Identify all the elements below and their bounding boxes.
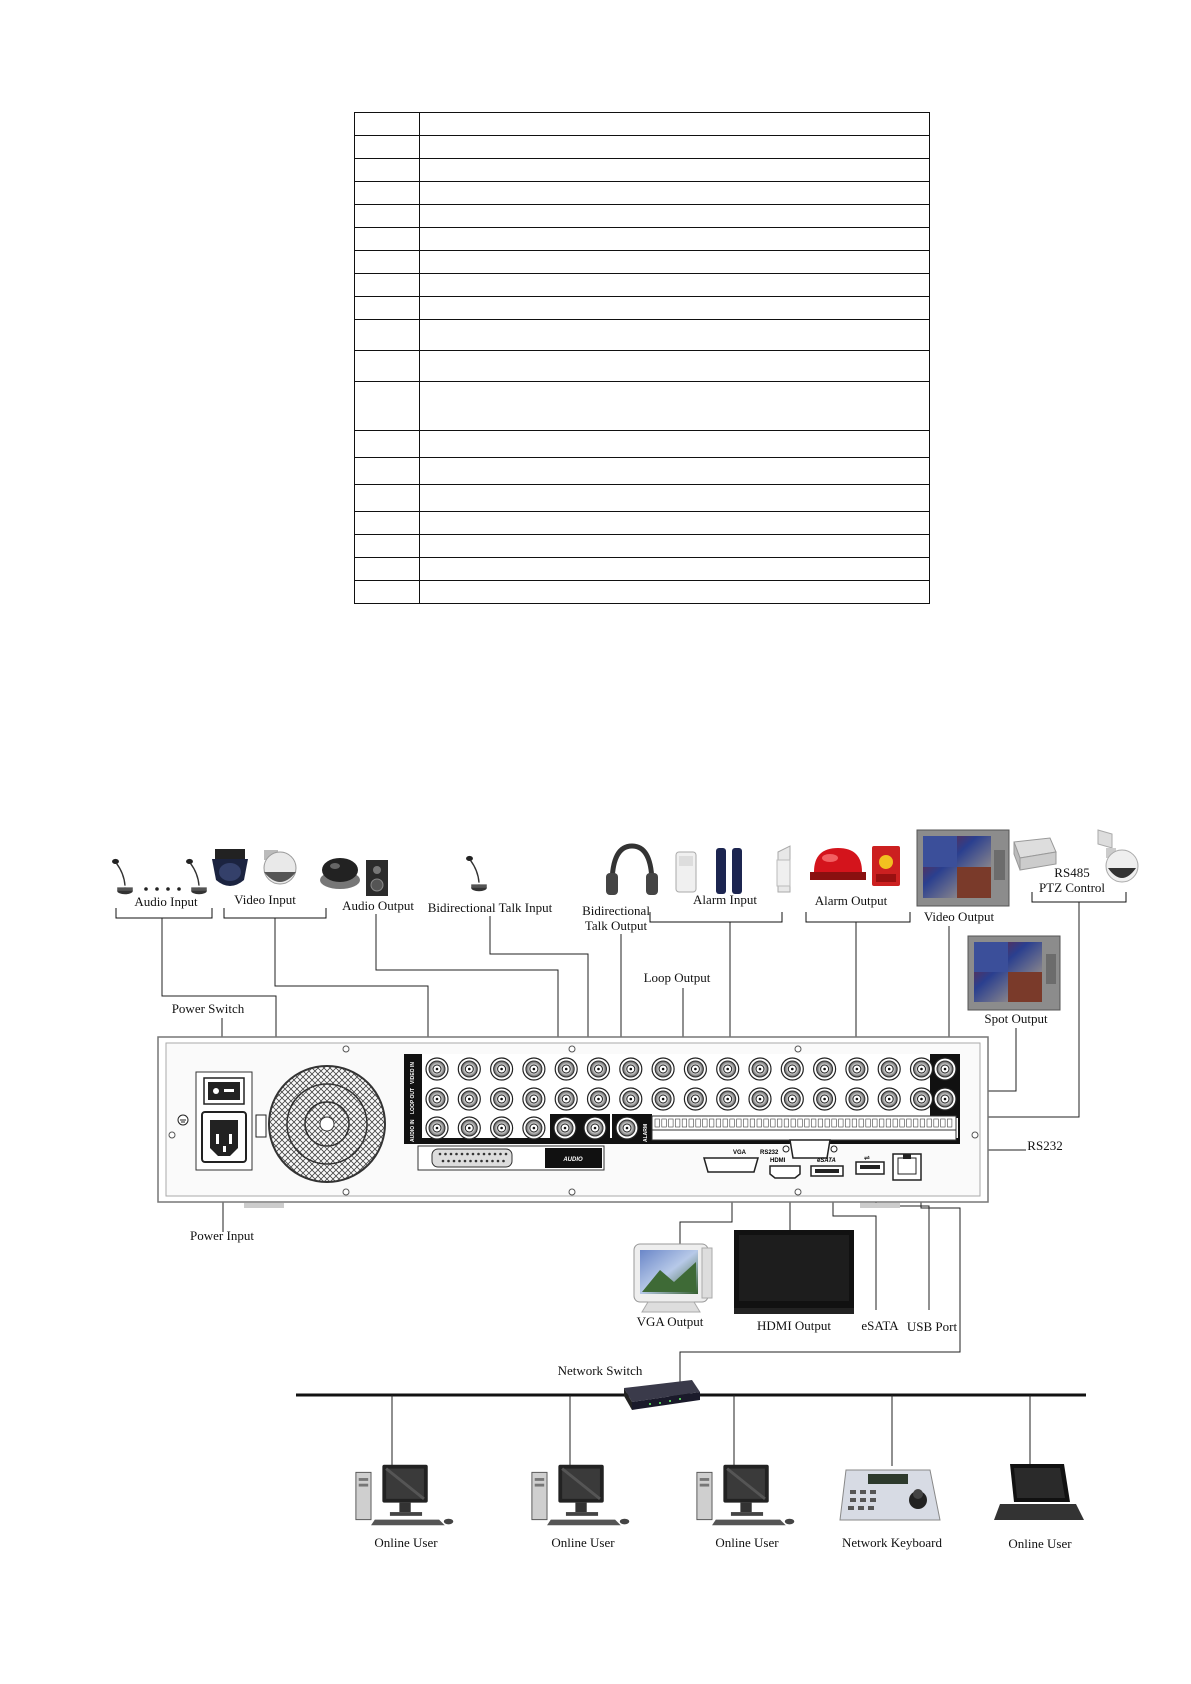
- online-user-3-pc-icon: [697, 1465, 794, 1526]
- online-user-1-pc-icon: [356, 1465, 453, 1526]
- video-in-bnc[interactable]: [588, 1058, 610, 1080]
- alarm-terminal-pin: [689, 1119, 694, 1127]
- bidirectional-talk-output-label-1: Bidirectional: [582, 903, 650, 918]
- video-in-bnc[interactable]: [684, 1058, 706, 1080]
- audio-in-bnc[interactable]: [426, 1117, 448, 1139]
- vga-port[interactable]: [704, 1158, 758, 1172]
- vga-port-tag: VGA: [733, 1150, 747, 1156]
- spot-output-label: Spot Output: [984, 1011, 1048, 1026]
- alarm-terminal-pin: [723, 1119, 728, 1127]
- alarm-tag: ALARM: [643, 1123, 649, 1142]
- alarm-terminal-pin: [941, 1119, 946, 1127]
- db25-pin: [491, 1160, 494, 1163]
- dvr-rear-panel: [158, 1037, 988, 1208]
- online-user-laptop-icon: [994, 1464, 1084, 1520]
- hdmi-tv-icon: [734, 1230, 854, 1314]
- loop-out-bnc[interactable]: [781, 1088, 803, 1110]
- alarm-terminal-pin: [669, 1119, 674, 1127]
- alarm-terminal-pin: [913, 1119, 918, 1127]
- db25-pin: [461, 1153, 464, 1156]
- bidirectional-talk-input-label: Bidirectional Talk Input: [427, 900, 553, 915]
- video-in-tag: VIDEO IN: [410, 1062, 416, 1084]
- alarm-terminal-pin: [920, 1119, 925, 1127]
- network-drops: [392, 1395, 1030, 1466]
- loop-out-bnc[interactable]: [911, 1088, 933, 1110]
- rs232-label: RS232: [1027, 1138, 1063, 1153]
- db25-pin: [442, 1160, 445, 1163]
- video-in-bnc[interactable]: [878, 1058, 900, 1080]
- video-in-bnc[interactable]: [555, 1058, 577, 1080]
- alarm-input-label: Alarm Input: [693, 892, 757, 907]
- rs485-label: RS485: [1054, 865, 1090, 880]
- alarm-terminal-pin: [845, 1119, 850, 1127]
- bidirectional-talk-output-label-2: Talk Output: [584, 918, 648, 933]
- audio-in-tag: AUDIO IN: [410, 1119, 416, 1142]
- alarm-terminal-pin: [750, 1119, 755, 1127]
- alarm-terminal-pin: [771, 1119, 776, 1127]
- online-user-1-label: Online User: [374, 1535, 438, 1550]
- hdmi-output-label: HDMI Output: [756, 1318, 832, 1333]
- audio-in-bnc[interactable]: [491, 1117, 513, 1139]
- audio-in-bnc[interactable]: [458, 1117, 480, 1139]
- loop-out-bnc[interactable]: [620, 1088, 642, 1110]
- ptz-decoder-box-icon: [1014, 838, 1056, 870]
- db25-pin: [444, 1153, 447, 1156]
- alarm-terminal-pin: [839, 1119, 844, 1127]
- alarm-terminal-pin: [832, 1119, 837, 1127]
- video-camera-icons: [212, 849, 360, 889]
- db25-pin: [494, 1153, 497, 1156]
- video-in-bnc[interactable]: [426, 1058, 448, 1080]
- loop-out-bnc[interactable]: [878, 1088, 900, 1110]
- esata-port-tag: eSATA: [817, 1158, 836, 1164]
- alarm-terminal-pin: [703, 1119, 708, 1127]
- alarm-terminal-pin: [866, 1119, 871, 1127]
- spot-output-monitor-icon: [968, 936, 1060, 1010]
- ptz-control-label: PTZ Control: [1038, 880, 1106, 895]
- video-output-monitor-icon: [917, 830, 1009, 906]
- online-user-2-pc-icon: [532, 1465, 629, 1526]
- fan-grille: [269, 1066, 385, 1182]
- alarm-terminal-pin: [777, 1119, 782, 1127]
- video-in-bnc[interactable]: [781, 1058, 803, 1080]
- loop-out-bnc[interactable]: [458, 1088, 480, 1110]
- online-user-2-label: Online User: [551, 1535, 615, 1550]
- audio-output-label: Audio Output: [342, 898, 414, 913]
- audio-badge: AUDIO: [563, 1157, 583, 1163]
- loop-output-label: Loop Output: [643, 970, 711, 985]
- db25-pin: [464, 1160, 467, 1163]
- video-out-bnc[interactable]: [934, 1058, 956, 1080]
- hdmi-port-tag: HDMI: [770, 1158, 786, 1164]
- alarm-terminal-pin: [879, 1119, 884, 1127]
- alarm-terminal-pin: [682, 1119, 687, 1127]
- alarm-terminal-pin: [709, 1119, 714, 1127]
- alarm-output-label: Alarm Output: [814, 893, 888, 908]
- alarm-terminal-pin: [791, 1119, 796, 1127]
- db25-pin: [497, 1160, 500, 1163]
- rs232-port[interactable]: [790, 1140, 830, 1158]
- db25-pin: [455, 1153, 458, 1156]
- video-in-bnc[interactable]: [652, 1058, 674, 1080]
- esata-label: eSATA: [861, 1318, 899, 1333]
- db25-pin: [477, 1153, 480, 1156]
- online-user-4-label: Online User: [1008, 1536, 1072, 1551]
- loop-out-bnc[interactable]: [588, 1088, 610, 1110]
- usb-symbol-icon: ⇌: [864, 1154, 870, 1162]
- alarm-terminal-pin: [927, 1119, 932, 1127]
- talk-in-bnc[interactable]: [584, 1117, 606, 1139]
- alarm-terminal-pin: [764, 1119, 769, 1127]
- video-in-bnc[interactable]: [620, 1058, 642, 1080]
- video-in-bnc[interactable]: [491, 1058, 513, 1080]
- audio-out-bnc[interactable]: [554, 1117, 576, 1139]
- alarm-terminal-pin: [825, 1119, 830, 1127]
- alarm-terminal-pin: [934, 1119, 939, 1127]
- loop-out-bnc[interactable]: [491, 1088, 513, 1110]
- loop-out-bnc[interactable]: [426, 1088, 448, 1110]
- video-in-bnc[interactable]: [717, 1058, 739, 1080]
- video-in-bnc[interactable]: [523, 1058, 545, 1080]
- alarm-terminal-pin: [757, 1119, 762, 1127]
- video-input-label: Video Input: [234, 892, 296, 907]
- network-switch-label: Network Switch: [557, 1363, 643, 1378]
- loop-out-bnc[interactable]: [684, 1088, 706, 1110]
- alarm-terminal-pin: [818, 1119, 823, 1127]
- alarm-terminal-pin: [655, 1119, 660, 1127]
- loop-out-bnc[interactable]: [523, 1088, 545, 1110]
- alarm-terminal-pin: [730, 1119, 735, 1127]
- alarm-terminal-pin: [805, 1119, 810, 1127]
- rs232-port-tag: RS232: [760, 1150, 779, 1156]
- power-input-label: Power Input: [190, 1228, 254, 1243]
- loop-out-bnc[interactable]: [749, 1088, 771, 1110]
- audio-input-label: Audio Input: [134, 894, 198, 909]
- alarm-terminal-pin: [798, 1119, 803, 1127]
- alarm-terminal-pin: [737, 1119, 742, 1127]
- alarm-terminal-pin: [893, 1119, 898, 1127]
- video-in-bnc[interactable]: [911, 1058, 933, 1080]
- alarm-terminal-pin: [852, 1119, 857, 1127]
- network-switch-icon: [624, 1380, 700, 1410]
- alarm-terminal-pin: [900, 1119, 905, 1127]
- alarm-terminal-pin: [907, 1119, 912, 1127]
- db25-pin: [502, 1160, 505, 1163]
- alarm-terminal-pin: [675, 1119, 680, 1127]
- db25-pin: [483, 1153, 486, 1156]
- ptz-dome-camera-icon: [1098, 830, 1138, 882]
- alarm-terminal-pin: [696, 1119, 701, 1127]
- alarm-terminal-pin: [947, 1119, 952, 1127]
- audio-output-speaker-icon: [366, 860, 388, 896]
- db25-pin: [505, 1153, 508, 1156]
- talk-input-mic-icon: [466, 856, 487, 891]
- db25-pin: [453, 1160, 456, 1163]
- db25-pin: [469, 1160, 472, 1163]
- network-keyboard-label: Network Keyboard: [842, 1535, 942, 1550]
- alarm-output-siren-icons: [810, 846, 900, 886]
- vga-monitor-icon: [634, 1244, 712, 1312]
- audio-input-mics-icon: [112, 859, 207, 894]
- db25-pin: [472, 1153, 475, 1156]
- db25-pin: [439, 1153, 442, 1156]
- talk-out-bnc[interactable]: [616, 1117, 638, 1139]
- db25-pin: [450, 1153, 453, 1156]
- network-keyboard-icon: [840, 1470, 940, 1520]
- video-in-bnc[interactable]: [458, 1058, 480, 1080]
- alarm-terminal-pin: [743, 1119, 748, 1127]
- alarm-terminal-pin: [811, 1119, 816, 1127]
- alarm-terminal-pin: [784, 1119, 789, 1127]
- hdmi-port[interactable]: [770, 1166, 800, 1178]
- alarm-sensor-icons: [676, 846, 790, 894]
- alarm-terminal-pin: [716, 1119, 721, 1127]
- loop-out-bnc[interactable]: [555, 1088, 577, 1110]
- audio-in-bnc[interactable]: [523, 1117, 545, 1139]
- db25-pin: [480, 1160, 483, 1163]
- video-in-bnc[interactable]: [749, 1058, 771, 1080]
- alarm-terminal-pin: [859, 1119, 864, 1127]
- usb-port-label: USB Port: [906, 1319, 958, 1334]
- loop-out-bnc[interactable]: [814, 1088, 836, 1110]
- loop-out-tag: LOOP OUT: [410, 1087, 416, 1114]
- alarm-terminal-pin: [662, 1119, 667, 1127]
- video-in-bnc[interactable]: [846, 1058, 868, 1080]
- db25-pin: [466, 1153, 469, 1156]
- headphones-icon: [606, 846, 658, 895]
- vga-output-label: VGA Output: [636, 1314, 704, 1329]
- db25-pin: [458, 1160, 461, 1163]
- db25-pin: [475, 1160, 478, 1163]
- power-switch-label: Power Switch: [171, 1001, 245, 1016]
- loop-out-bnc[interactable]: [652, 1088, 674, 1110]
- loop-out-bnc[interactable]: [846, 1088, 868, 1110]
- db25-pin: [499, 1153, 502, 1156]
- online-user-3-label: Online User: [715, 1535, 779, 1550]
- loop-out-bnc[interactable]: [717, 1088, 739, 1110]
- db25-pin: [488, 1153, 491, 1156]
- video-in-bnc[interactable]: [814, 1058, 836, 1080]
- spot-out-bnc[interactable]: [934, 1088, 956, 1110]
- alarm-terminal-pin: [873, 1119, 878, 1127]
- alarm-terminal-pin: [886, 1119, 891, 1127]
- db25-pin: [447, 1160, 450, 1163]
- db25-pin: [486, 1160, 489, 1163]
- video-output-label: Video Output: [923, 909, 995, 924]
